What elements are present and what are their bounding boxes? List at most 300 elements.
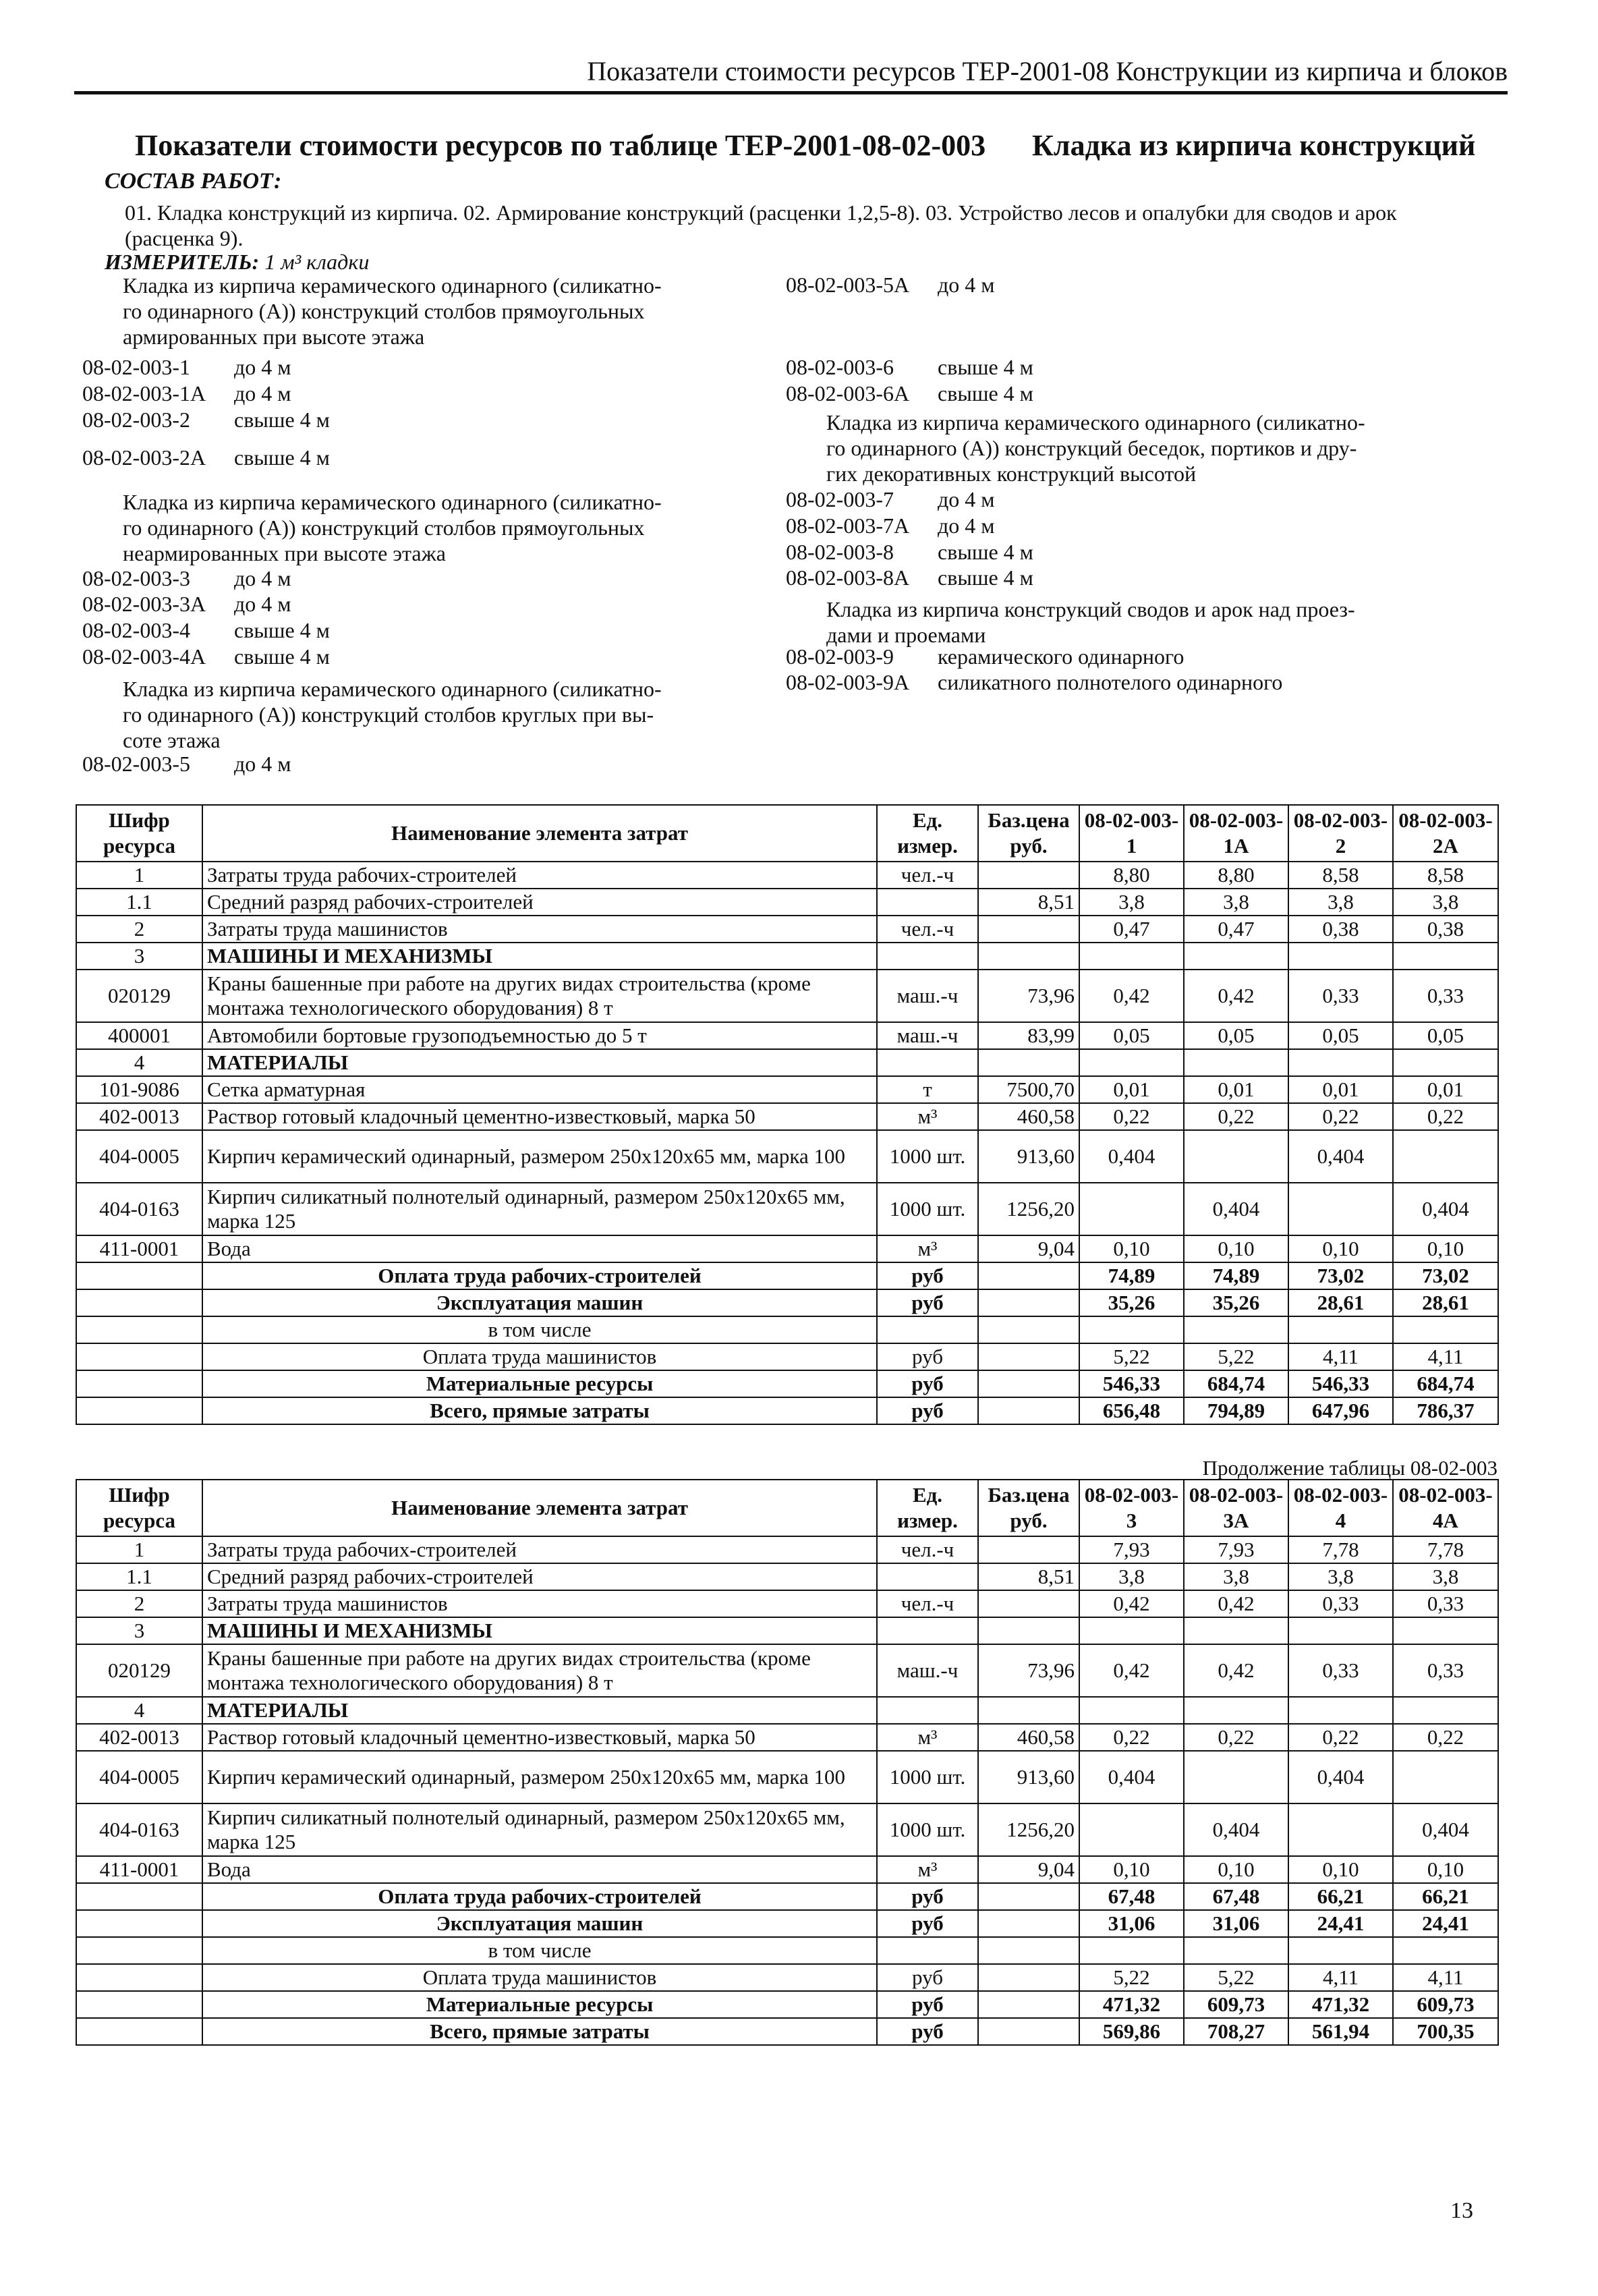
works-label: СОСТАВ РАБОТ: (105, 169, 282, 194)
cell-name: Автомобили бортовые грузоподъемностью до 5 т (202, 1022, 877, 1049)
cell-value (1184, 1049, 1288, 1076)
cell-value (1288, 1183, 1393, 1235)
table-row (76, 1910, 1498, 1937)
cell-value: 0,33 (1393, 970, 1498, 1022)
cell-value: 0,10 (1288, 1856, 1393, 1883)
cell-value (1079, 1049, 1184, 1076)
rate-code: 08-02-003-5 (82, 752, 190, 776)
rate-code: 08-02-003-2А (82, 445, 206, 470)
cell-unit: т (877, 1076, 978, 1103)
rate-condition: свыше 4 м (234, 408, 330, 432)
cell-value (1393, 1049, 1498, 1076)
running-header: Показатели стоимости ресурсов ТЕР-2001-08 Конструкции из кирпича и блоков (587, 56, 1508, 86)
cell-name: Оплата труда машинистов (202, 1964, 877, 1991)
cell-name: Краны башенные при работе на других видах строительства (кроме монтажа технологического оборудования) 8 т (202, 970, 877, 1022)
rate-condition: свыше 4 м (938, 540, 1033, 564)
rate-code: 08-02-003-7А (786, 513, 910, 538)
cell-unit: руб (877, 1991, 978, 2018)
cell-value: 73,02 (1288, 1262, 1393, 1289)
rate-code-row (786, 355, 1033, 380)
rate-condition: до 4 м (234, 752, 291, 776)
rate-code-row (82, 408, 330, 432)
cell-value: 0,47 (1184, 916, 1288, 943)
table-row (76, 1536, 1498, 1563)
cell-value: 3,8 (1288, 1563, 1393, 1590)
table-row (76, 1644, 1498, 1697)
cell-value: 0,33 (1288, 970, 1393, 1022)
cell-value: 0,404 (1393, 1803, 1498, 1856)
cell-name: Всего, прямые затраты (202, 1397, 877, 1424)
header-rate-column: 08-02-003-4А (1393, 1480, 1498, 1536)
cell-value (1079, 1617, 1184, 1644)
cell-value: 5,22 (1079, 1343, 1184, 1370)
cell-value: 609,73 (1393, 1991, 1498, 2018)
header-price: Баз.цена руб. (978, 1480, 1079, 1536)
cell-value (1393, 943, 1498, 970)
cell-value: 4,11 (1288, 1964, 1393, 1991)
cell-value: 5,22 (1184, 1343, 1288, 1370)
cell-value: 66,21 (1288, 1883, 1393, 1910)
table-row (76, 862, 1498, 889)
cell-value: 0,22 (1079, 1724, 1184, 1751)
cell-value (1393, 1617, 1498, 1644)
cell-value: 3,8 (1288, 889, 1393, 916)
table-row (76, 1183, 1498, 1235)
rate-condition: до 4 м (234, 355, 291, 379)
cell-name: Кирпич силикатный полнотелый одинарный, размером 250х120х65 мм, марка 125 (202, 1183, 877, 1235)
measure-value: 1 м³ кладки (259, 250, 370, 274)
cell-name: Всего, прямые затраты (202, 2018, 877, 2045)
cell-name: Средний разряд рабочих-строителей (202, 889, 877, 916)
table-row (76, 1883, 1498, 1910)
cell-value (1079, 1937, 1184, 1964)
rate-condition: свыше 4 м (234, 644, 330, 669)
table-row (76, 1343, 1498, 1370)
table-row (76, 1397, 1498, 1424)
rate-code: 08-02-003-8А (786, 565, 910, 590)
cell-value: 700,35 (1393, 2018, 1498, 2045)
cell-code: 1.1 (76, 1563, 202, 1590)
cell-value (1184, 1130, 1288, 1183)
cell-code: 2 (76, 1590, 202, 1617)
cell-code: 411-0001 (76, 1235, 202, 1262)
cell-price (978, 862, 1079, 889)
rate-group-description: Кладка из кирпича керамического одинарного (силикатно- го одинарного (А)) конструкций беседок, портиков и дру- гих декоративных конструкций высотой (826, 410, 1365, 486)
cell-price: 7500,70 (978, 1076, 1079, 1103)
cell-value: 0,05 (1079, 1022, 1184, 1049)
cell-value: 0,404 (1079, 1751, 1184, 1803)
cell-name: Материальные ресурсы (202, 1370, 877, 1397)
cell-unit: руб (877, 1289, 978, 1316)
cell-code: 4 (76, 1049, 202, 1076)
cell-value: 66,21 (1393, 1883, 1498, 1910)
cell-name: в том числе (202, 1937, 877, 1964)
table-row (76, 1937, 1498, 1964)
cell-value (1079, 1803, 1184, 1856)
cell-value (1079, 1697, 1184, 1724)
cell-value: 73,02 (1393, 1262, 1498, 1289)
cell-unit (877, 1049, 978, 1076)
cell-value: 794,89 (1184, 1397, 1288, 1424)
cell-code: 101-9086 (76, 1076, 202, 1103)
table-row (76, 1049, 1498, 1076)
cell-value: 684,74 (1393, 1370, 1498, 1397)
cell-value: 4,11 (1288, 1343, 1393, 1370)
table-row (76, 1563, 1498, 1590)
cell-code: 404-0163 (76, 1803, 202, 1856)
cell-unit: маш.-ч (877, 1022, 978, 1049)
header-name: Наименование элемента затрат (202, 805, 877, 862)
cell-value: 0,404 (1393, 1183, 1498, 1235)
table-row (76, 1130, 1498, 1183)
cell-unit (877, 943, 978, 970)
cell-price: 1256,20 (978, 1183, 1079, 1235)
cell-value (1393, 1130, 1498, 1183)
header-rate-column: 08-02-003-3А (1184, 1480, 1288, 1536)
cell-name: МАТЕРИАЛЫ (202, 1697, 877, 1724)
cell-value: 471,32 (1288, 1991, 1393, 2018)
cell-unit: руб (877, 1883, 978, 1910)
rate-condition: до 4 м (234, 381, 291, 405)
cell-name: Раствор готовый кладочный цементно-известковый, марка 50 (202, 1103, 877, 1130)
cell-value: 0,05 (1184, 1022, 1288, 1049)
rate-code-row (786, 644, 1184, 669)
cell-value: 0,10 (1079, 1235, 1184, 1262)
cell-value (1184, 1697, 1288, 1724)
cell-value: 4,11 (1393, 1343, 1498, 1370)
table-row (76, 1617, 1498, 1644)
cell-value (1079, 943, 1184, 970)
cell-name: Кирпич керамический одинарный, размером 250х120х65 мм, марка 100 (202, 1751, 877, 1803)
cell-value: 7,93 (1079, 1536, 1184, 1563)
cell-value: 31,06 (1079, 1910, 1184, 1937)
cell-value: 0,404 (1184, 1183, 1288, 1235)
works-list: 01. Кладка конструкций из кирпича. 02. Армирование конструкций (расценки 1,2,5-8). 03. Устройство лесов и опалубки для сводов и арок (расценка 9). (125, 200, 1397, 250)
header-rate-column: 08-02-003-2 (1288, 805, 1393, 862)
cell-value: 3,8 (1393, 1563, 1498, 1590)
cell-value: 0,22 (1184, 1724, 1288, 1751)
continuation-note: Продолжение таблицы 08-02-003 (1202, 1456, 1497, 1480)
rate-group-description: Кладка из кирпича керамического одинарного (силикатно- го одинарного (А)) конструкций столбов круглых при вы- соте этажа (123, 677, 662, 752)
cell-name: Затраты труда машинистов (202, 916, 877, 943)
cell-name: Кирпич керамический одинарный, размером 250х120х65 мм, марка 100 (202, 1130, 877, 1183)
cell-value: 569,86 (1079, 2018, 1184, 2045)
resource-table-1 (76, 804, 1499, 1425)
cell-name: в том числе (202, 1316, 877, 1343)
cell-price (978, 1343, 1079, 1370)
cell-value (1184, 1316, 1288, 1343)
cell-value: 0,33 (1393, 1644, 1498, 1697)
cell-price: 913,60 (978, 1130, 1079, 1183)
rate-code-row (82, 592, 291, 617)
rate-code-row (786, 540, 1033, 565)
cell-value: 8,58 (1393, 862, 1498, 889)
cell-value: 67,48 (1184, 1883, 1288, 1910)
cell-name: Оплата труда рабочих-строителей (202, 1883, 877, 1910)
cell-value: 0,10 (1079, 1856, 1184, 1883)
rate-condition: до 4 м (938, 487, 995, 511)
cell-value: 7,78 (1288, 1536, 1393, 1563)
cell-value: 74,89 (1079, 1262, 1184, 1289)
cell-value: 0,42 (1184, 970, 1288, 1022)
cell-value: 8,80 (1184, 862, 1288, 889)
header-rate-column: 08-02-003-1 (1079, 805, 1184, 862)
cell-name: Кирпич силикатный полнотелый одинарный, размером 250х120х65 мм, марка 125 (202, 1803, 877, 1856)
rate-condition: до 4 м (234, 566, 291, 590)
cell-value: 24,41 (1393, 1910, 1498, 1937)
cell-unit: 1000 шт. (877, 1183, 978, 1235)
cell-value: 471,32 (1079, 1991, 1184, 2018)
header-code: Шифр ресурса (76, 1480, 202, 1536)
cell-value: 3,8 (1079, 1563, 1184, 1590)
cell-price: 460,58 (978, 1103, 1079, 1130)
cell-value: 0,05 (1288, 1022, 1393, 1049)
rate-code-row (82, 355, 291, 380)
cell-value: 28,61 (1393, 1289, 1498, 1316)
table-header-row (76, 1480, 1498, 1536)
cell-value: 0,22 (1288, 1724, 1393, 1751)
cell-value: 24,41 (1288, 1910, 1393, 1937)
cell-price (978, 1937, 1079, 1964)
cell-value (1393, 1316, 1498, 1343)
rate-code-row (786, 513, 995, 538)
cell-code: 3 (76, 1617, 202, 1644)
table-row (76, 943, 1498, 970)
cell-unit (877, 889, 978, 916)
cell-code: 020129 (76, 1644, 202, 1697)
cell-unit: 1000 шт. (877, 1130, 978, 1183)
cell-code (76, 1937, 202, 1964)
cell-code: 1.1 (76, 889, 202, 916)
rate-code: 08-02-003-6А (786, 381, 910, 405)
cell-unit: чел.-ч (877, 862, 978, 889)
cell-code: 020129 (76, 970, 202, 1022)
rate-group-description: Кладка из кирпича керамического одинарного (силикатно- го одинарного (А)) конструкций столбов прямоугольных неармированных при высоте этажа (123, 490, 662, 565)
cell-value (1288, 1697, 1393, 1724)
rate-condition: свыше 4 м (938, 381, 1033, 405)
cell-code (76, 1343, 202, 1370)
table-row (76, 1103, 1498, 1130)
cell-unit (877, 1617, 978, 1644)
cell-code (76, 1964, 202, 1991)
cell-value: 3,8 (1184, 889, 1288, 916)
cell-price (978, 1316, 1079, 1343)
cell-value: 0,05 (1393, 1022, 1498, 1049)
cell-value: 0,404 (1288, 1751, 1393, 1803)
rate-code: 08-02-003-1 (82, 355, 190, 379)
rate-code-row (82, 618, 330, 643)
table-row (76, 1856, 1498, 1883)
rate-condition: до 4 м (234, 592, 291, 616)
rate-condition: свыше 4 м (938, 355, 1033, 379)
cell-price (978, 916, 1079, 943)
table-row (76, 916, 1498, 943)
rate-code-row (786, 381, 1033, 406)
header-rate-column: 08-02-003-3 (1079, 1480, 1184, 1536)
cell-value: 8,80 (1079, 862, 1184, 889)
table-row (76, 1964, 1498, 1991)
cell-unit: м³ (877, 1235, 978, 1262)
cell-value: 546,33 (1079, 1370, 1184, 1397)
cell-value: 609,73 (1184, 1991, 1288, 2018)
cell-value: 0,10 (1393, 1235, 1498, 1262)
rate-code-row (786, 487, 995, 512)
cell-value: 0,22 (1184, 1103, 1288, 1130)
cell-price (978, 2018, 1079, 2045)
table-row (76, 1289, 1498, 1316)
cell-value: 0,42 (1184, 1590, 1288, 1617)
cell-value (1288, 1617, 1393, 1644)
cell-price: 913,60 (978, 1751, 1079, 1803)
cell-code (76, 1316, 202, 1343)
cell-value: 0,33 (1288, 1644, 1393, 1697)
cell-price (978, 943, 1079, 970)
cell-value: 35,26 (1184, 1289, 1288, 1316)
cell-price (978, 1289, 1079, 1316)
cell-value: 647,96 (1288, 1397, 1393, 1424)
cell-value: 0,01 (1288, 1076, 1393, 1103)
cell-value (1288, 1316, 1393, 1343)
rate-condition: до 4 м (938, 273, 995, 297)
header-code: Шифр ресурса (76, 805, 202, 862)
rate-code: 08-02-003-3 (82, 566, 190, 590)
cell-name: Затраты труда машинистов (202, 1590, 877, 1617)
table-row (76, 1991, 1498, 2018)
cell-unit: маш.-ч (877, 970, 978, 1022)
cell-price (978, 1617, 1079, 1644)
table-row (76, 2018, 1498, 2045)
rate-code-row (82, 566, 291, 591)
cell-code: 3 (76, 943, 202, 970)
cell-code: 4 (76, 1697, 202, 1724)
rate-condition: до 4 м (938, 513, 995, 538)
cell-value: 0,22 (1393, 1103, 1498, 1130)
cell-value (1184, 1617, 1288, 1644)
cell-value (1079, 1183, 1184, 1235)
cell-code (76, 1289, 202, 1316)
cell-price: 9,04 (978, 1235, 1079, 1262)
cell-unit: м³ (877, 1724, 978, 1751)
cell-unit: руб (877, 1397, 978, 1424)
table-row (76, 1697, 1498, 1724)
rate-code: 08-02-003-3А (82, 592, 206, 616)
cell-unit: маш.-ч (877, 1644, 978, 1697)
rate-code-row (82, 644, 330, 669)
cell-value: 8,58 (1288, 862, 1393, 889)
cell-code: 400001 (76, 1022, 202, 1049)
cell-unit (877, 1316, 978, 1343)
cell-price: 8,51 (978, 889, 1079, 916)
cell-name: Затраты труда рабочих-строителей (202, 862, 877, 889)
cell-value: 0,22 (1288, 1103, 1393, 1130)
cell-name: Средний разряд рабочих-строителей (202, 1563, 877, 1590)
rate-code: 08-02-003-9 (786, 644, 894, 669)
rate-code-row (82, 752, 291, 777)
cell-code: 1 (76, 1536, 202, 1563)
cell-code (76, 1991, 202, 2018)
cell-name: Вода (202, 1856, 877, 1883)
header-unit: Ед. измер. (877, 805, 978, 862)
cell-value: 0,10 (1288, 1235, 1393, 1262)
table-header-row (76, 805, 1498, 862)
cell-unit: руб (877, 1370, 978, 1397)
cell-price: 73,96 (978, 1644, 1079, 1697)
cell-price: 8,51 (978, 1563, 1079, 1590)
cell-value: 0,22 (1393, 1724, 1498, 1751)
cell-price: 1256,20 (978, 1803, 1079, 1856)
rate-code-row (82, 445, 330, 470)
cell-code (76, 1397, 202, 1424)
cell-value: 0,33 (1393, 1590, 1498, 1617)
rate-code: 08-02-003-1А (82, 381, 206, 405)
page-number: 13 (1450, 2198, 1473, 2223)
cell-code: 402-0013 (76, 1724, 202, 1751)
section-title: Кладка из кирпича конструкций (1032, 129, 1476, 162)
cell-unit: руб (877, 1262, 978, 1289)
cell-unit: чел.-ч (877, 1536, 978, 1563)
rate-group-description: Кладка из кирпича конструкций сводов и арок над проез- дами и проемами (826, 597, 1355, 647)
cell-value: 0,01 (1079, 1076, 1184, 1103)
cell-unit: 1000 шт. (877, 1803, 978, 1856)
cell-name: МАШИНЫ И МЕХАНИЗМЫ (202, 1617, 877, 1644)
table-row (76, 1803, 1498, 1856)
cell-value: 546,33 (1288, 1370, 1393, 1397)
rate-condition: свыше 4 м (234, 445, 330, 470)
cell-name: Раствор готовый кладочный цементно-известковый, марка 50 (202, 1724, 877, 1751)
cell-value (1393, 1751, 1498, 1803)
cell-value: 0,22 (1079, 1103, 1184, 1130)
cell-price (978, 1964, 1079, 1991)
cell-code: 404-0163 (76, 1183, 202, 1235)
cell-value: 656,48 (1079, 1397, 1184, 1424)
cell-value: 0,10 (1184, 1856, 1288, 1883)
cell-code: 402-0013 (76, 1103, 202, 1130)
cell-value: 0,10 (1184, 1235, 1288, 1262)
rate-group-description: Кладка из кирпича керамического одинарного (силикатно- го одинарного (А)) конструкций столбов прямоугольных армированных при высоте этажа (123, 273, 662, 349)
cell-price: 9,04 (978, 1856, 1079, 1883)
rate-code: 08-02-003-7 (786, 487, 894, 511)
cell-name: Материальные ресурсы (202, 1991, 877, 2018)
cell-value: 786,37 (1393, 1397, 1498, 1424)
cell-name: МАТЕРИАЛЫ (202, 1049, 877, 1076)
cell-value: 0,38 (1288, 916, 1393, 943)
cell-value: 684,74 (1184, 1370, 1288, 1397)
cell-value (1288, 943, 1393, 970)
rate-code: 08-02-003-9А (786, 670, 910, 694)
cell-value: 0,33 (1288, 1590, 1393, 1617)
cell-value: 35,26 (1079, 1289, 1184, 1316)
cell-price (978, 1991, 1079, 2018)
rate-condition: свыше 4 м (938, 565, 1033, 590)
cell-code (76, 1370, 202, 1397)
table-row (76, 1370, 1498, 1397)
cell-name: Оплата труда машинистов (202, 1343, 877, 1370)
cell-value: 708,27 (1184, 2018, 1288, 2045)
cell-name: Эксплуатация машин (202, 1289, 877, 1316)
cell-price: 460,58 (978, 1724, 1079, 1751)
rate-code-row (786, 273, 995, 298)
table-row (76, 1262, 1498, 1289)
rate-code-row (786, 670, 1282, 695)
cell-value: 0,404 (1079, 1130, 1184, 1183)
cell-name: Сетка арматурная (202, 1076, 877, 1103)
cell-value: 4,11 (1393, 1964, 1498, 1991)
cell-value (1184, 1937, 1288, 1964)
cell-name: Затраты труда рабочих-строителей (202, 1536, 877, 1563)
measure-label: ИЗМЕРИТЕЛЬ: (105, 250, 260, 274)
rate-condition: керамического одинарного (938, 644, 1185, 669)
table-row (76, 1724, 1498, 1751)
